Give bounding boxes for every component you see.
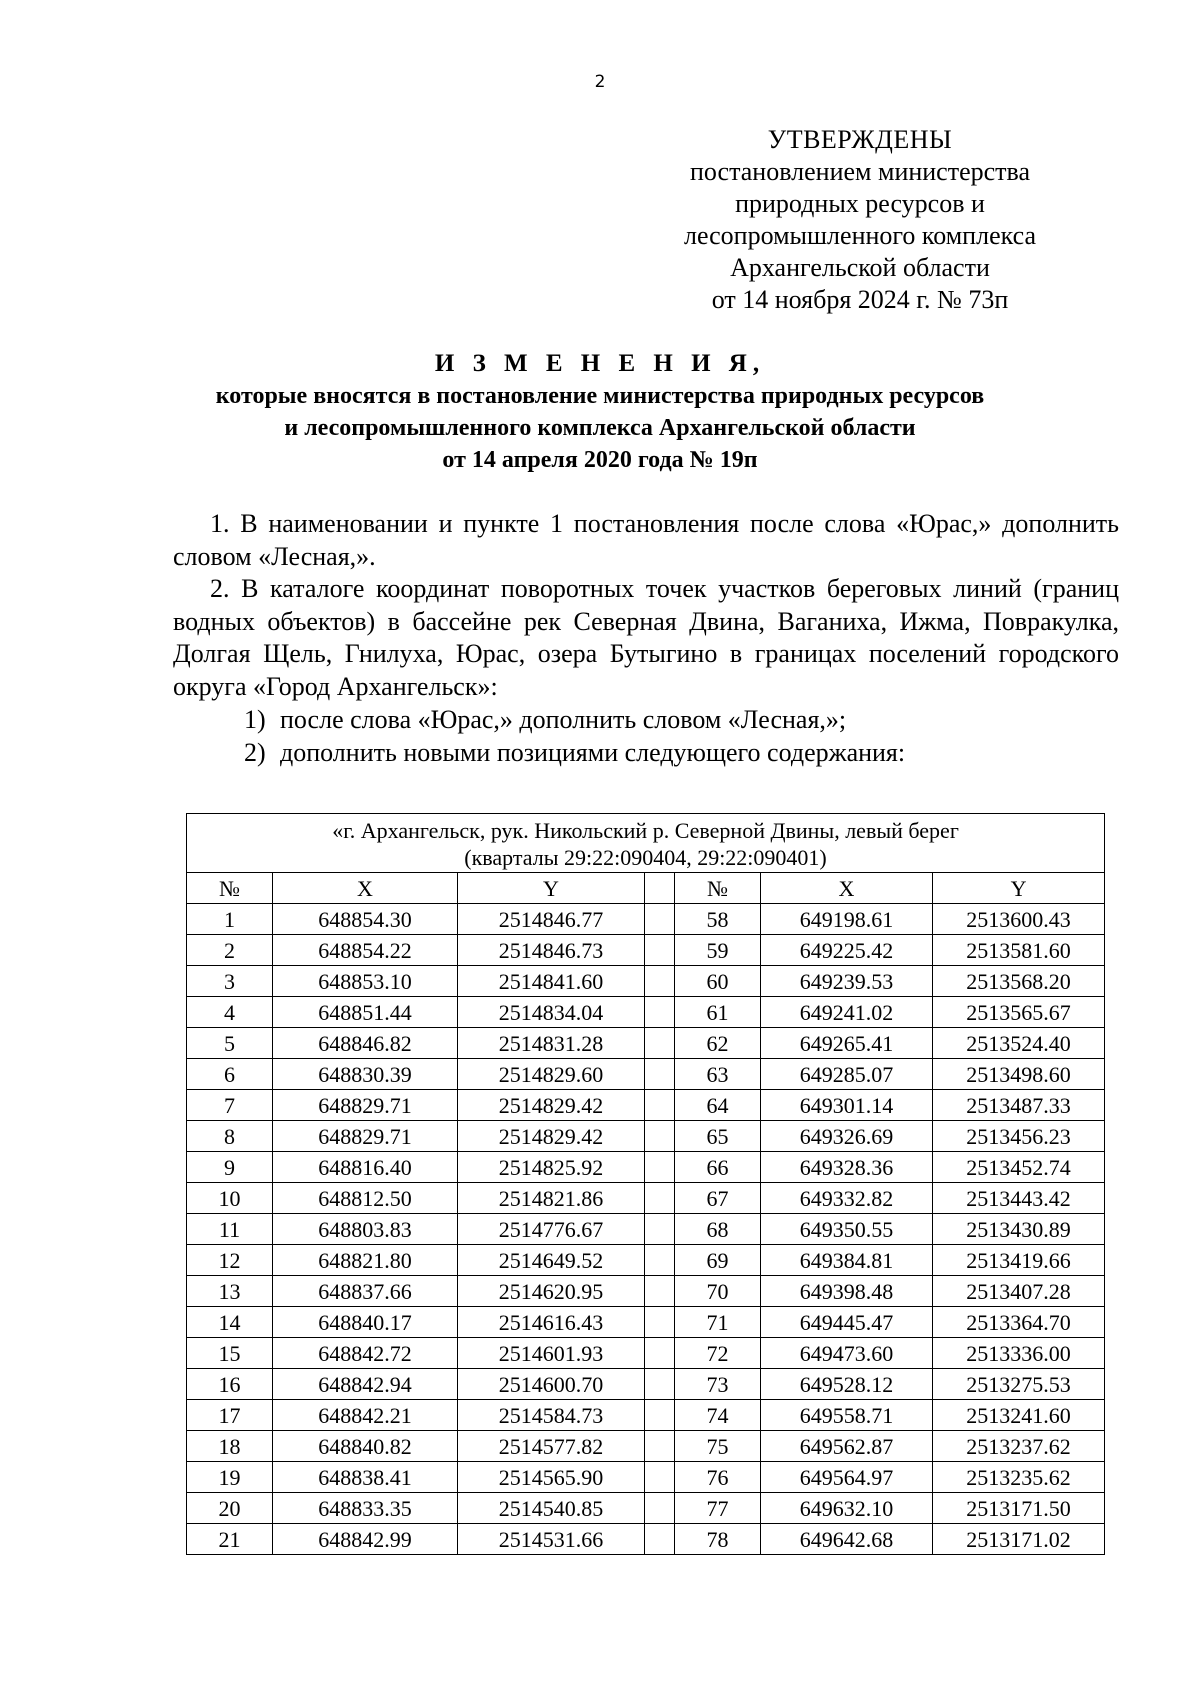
column-gap — [645, 1028, 675, 1059]
column-gap — [645, 1090, 675, 1121]
x-coordinate-cell: 649326.69 — [761, 1121, 933, 1152]
x-coordinate-cell: 649562.87 — [761, 1431, 933, 1462]
y-coordinate-cell: 2514821.86 — [458, 1183, 645, 1214]
x-coordinate-cell: 648830.39 — [273, 1059, 458, 1090]
point-number-cell: 4 — [187, 997, 273, 1028]
point-number-cell: 73 — [675, 1369, 761, 1400]
point-number-cell: 13 — [187, 1276, 273, 1307]
column-gap — [645, 873, 675, 904]
point-number-cell: 72 — [675, 1338, 761, 1369]
column-gap — [645, 1276, 675, 1307]
column-gap — [645, 1524, 675, 1555]
x-coordinate-cell: 648833.35 — [273, 1493, 458, 1524]
column-gap — [645, 1121, 675, 1152]
sub-item-number: 2) — [244, 738, 266, 767]
x-coordinate-cell: 649301.14 — [761, 1090, 933, 1121]
paragraph-2: 2. В каталоге координат поворотных точек участков береговых линий (границ водных объектов) в бассейне рек Северная Двина, Ваганиха, Ижма, Повракулка, Долгая Щель, Гнилуха, Юрас, озера Бутыгино в границах поселений городского округа «Город Архангельск»: — [173, 574, 1119, 701]
x-coordinate-cell: 648854.30 — [273, 904, 458, 935]
x-coordinate-cell: 649265.41 — [761, 1028, 933, 1059]
table-row — [187, 997, 1105, 1028]
y-coordinate-cell: 2513524.40 — [933, 1028, 1105, 1059]
y-coordinate-cell: 2514601.93 — [458, 1338, 645, 1369]
point-number-cell: 11 — [187, 1214, 273, 1245]
point-number-cell: 76 — [675, 1462, 761, 1493]
y-coordinate-cell: 2514540.85 — [458, 1493, 645, 1524]
x-coordinate-cell: 649328.36 — [761, 1152, 933, 1183]
point-number-cell: 17 — [187, 1400, 273, 1431]
x-coordinate-cell: 649564.97 — [761, 1462, 933, 1493]
y-coordinate-cell: 2513171.50 — [933, 1493, 1105, 1524]
point-number-cell: 9 — [187, 1152, 273, 1183]
table-row — [187, 1214, 1105, 1245]
y-coordinate-cell: 2514829.60 — [458, 1059, 645, 1090]
y-coordinate-cell: 2513487.33 — [933, 1090, 1105, 1121]
table-row — [187, 1152, 1105, 1183]
point-number-cell: 10 — [187, 1183, 273, 1214]
y-coordinate-cell: 2514829.42 — [458, 1090, 645, 1121]
column-header-x: X — [273, 873, 458, 904]
y-coordinate-cell: 2513171.02 — [933, 1524, 1105, 1555]
y-coordinate-cell: 2514776.67 — [458, 1214, 645, 1245]
table-row — [187, 1059, 1105, 1090]
y-coordinate-cell: 2514831.28 — [458, 1028, 645, 1059]
y-coordinate-cell: 2514841.60 — [458, 966, 645, 997]
table-row — [187, 1245, 1105, 1276]
y-coordinate-cell: 2514616.43 — [458, 1307, 645, 1338]
y-coordinate-cell: 2513407.28 — [933, 1276, 1105, 1307]
table-row — [187, 1524, 1105, 1555]
point-number-cell: 67 — [675, 1183, 761, 1214]
column-gap — [645, 1183, 675, 1214]
point-number-cell: 19 — [187, 1462, 273, 1493]
x-coordinate-cell: 648851.44 — [273, 997, 458, 1028]
point-number-cell: 14 — [187, 1307, 273, 1338]
column-gap — [645, 1400, 675, 1431]
table-row — [187, 904, 1105, 935]
y-coordinate-cell: 2513452.74 — [933, 1152, 1105, 1183]
point-number-cell: 7 — [187, 1090, 273, 1121]
x-coordinate-cell: 649350.55 — [761, 1214, 933, 1245]
y-coordinate-cell: 2513275.53 — [933, 1369, 1105, 1400]
table-row — [187, 1493, 1105, 1524]
y-coordinate-cell: 2513443.42 — [933, 1183, 1105, 1214]
sub-item-text: дополнить новыми позициями следующего содержания: — [280, 738, 906, 767]
x-coordinate-cell: 649198.61 — [761, 904, 933, 935]
column-header-num: № — [187, 873, 273, 904]
x-coordinate-cell: 648842.72 — [273, 1338, 458, 1369]
approval-date-line: от 14 ноября 2024 г. № 73п — [711, 285, 1009, 314]
paragraph-1: 1. В наименовании и пункте 1 постановления после слова «Юрас,» дополнить словом «Лесная,». — [173, 509, 1119, 571]
point-number-cell: 74 — [675, 1400, 761, 1431]
x-coordinate-cell: 649225.42 — [761, 935, 933, 966]
y-coordinate-cell: 2513237.62 — [933, 1431, 1105, 1462]
column-gap — [645, 1307, 675, 1338]
sub-item-number: 1) — [244, 705, 266, 734]
document-title — [0, 348, 1200, 476]
y-coordinate-cell: 2513419.66 — [933, 1245, 1105, 1276]
x-coordinate-cell: 649528.12 — [761, 1369, 933, 1400]
table-row — [187, 935, 1105, 966]
point-number-cell: 63 — [675, 1059, 761, 1090]
point-number-cell: 75 — [675, 1431, 761, 1462]
x-coordinate-cell: 648840.17 — [273, 1307, 458, 1338]
table-caption-line: «г. Архангельск, рук. Никольский р. Северной Двины, левый берег — [332, 818, 959, 843]
point-number-cell: 78 — [675, 1524, 761, 1555]
column-gap — [645, 997, 675, 1028]
point-number-cell: 65 — [675, 1121, 761, 1152]
column-gap — [645, 966, 675, 997]
point-number-cell: 21 — [187, 1524, 273, 1555]
y-coordinate-cell: 2514565.90 — [458, 1462, 645, 1493]
x-coordinate-cell: 649445.47 — [761, 1307, 933, 1338]
y-coordinate-cell: 2514531.66 — [458, 1524, 645, 1555]
y-coordinate-cell: 2513568.20 — [933, 966, 1105, 997]
table-caption-line: (кварталы 29:22:090404, 29:22:090401) — [464, 845, 827, 870]
table-header-row — [187, 873, 1105, 904]
x-coordinate-cell: 649241.02 — [761, 997, 933, 1028]
point-number-cell: 16 — [187, 1369, 273, 1400]
table-row — [187, 1431, 1105, 1462]
y-coordinate-cell: 2513336.00 — [933, 1338, 1105, 1369]
column-gap — [645, 935, 675, 966]
x-coordinate-cell: 648829.71 — [273, 1090, 458, 1121]
x-coordinate-cell: 648853.10 — [273, 966, 458, 997]
x-coordinate-cell: 649632.10 — [761, 1493, 933, 1524]
y-coordinate-cell: 2514834.04 — [458, 997, 645, 1028]
table-row — [187, 1183, 1105, 1214]
column-gap — [645, 1214, 675, 1245]
column-gap — [645, 1462, 675, 1493]
table-row — [187, 1338, 1105, 1369]
table-body — [187, 904, 1105, 1555]
y-coordinate-cell: 2513565.67 — [933, 997, 1105, 1028]
approved-title: УТВЕРЖДЕНЫ — [767, 125, 953, 154]
sub-item-2 — [173, 736, 1119, 769]
y-coordinate-cell: 2513498.60 — [933, 1059, 1105, 1090]
y-coordinate-cell: 2514649.52 — [458, 1245, 645, 1276]
point-number-cell: 8 — [187, 1121, 273, 1152]
column-gap — [645, 1245, 675, 1276]
y-coordinate-cell: 2513235.62 — [933, 1462, 1105, 1493]
x-coordinate-cell: 648816.40 — [273, 1152, 458, 1183]
point-number-cell: 3 — [187, 966, 273, 997]
point-number-cell: 2 — [187, 935, 273, 966]
table-caption — [187, 814, 1105, 873]
column-gap — [645, 1431, 675, 1462]
point-number-cell: 20 — [187, 1493, 273, 1524]
point-number-cell: 18 — [187, 1431, 273, 1462]
column-header-x: X — [761, 873, 933, 904]
y-coordinate-cell: 2513430.89 — [933, 1214, 1105, 1245]
x-coordinate-cell: 648842.99 — [273, 1524, 458, 1555]
point-number-cell: 59 — [675, 935, 761, 966]
x-coordinate-cell: 649398.48 — [761, 1276, 933, 1307]
y-coordinate-cell: 2513456.23 — [933, 1121, 1105, 1152]
point-number-cell: 64 — [675, 1090, 761, 1121]
point-number-cell: 77 — [675, 1493, 761, 1524]
column-header-y: Y — [458, 873, 645, 904]
x-coordinate-cell: 648812.50 — [273, 1183, 458, 1214]
page-number: 2 — [594, 72, 606, 92]
x-coordinate-cell: 649239.53 — [761, 966, 933, 997]
x-coordinate-cell: 648837.66 — [273, 1276, 458, 1307]
point-number-cell: 58 — [675, 904, 761, 935]
x-coordinate-cell: 648846.82 — [273, 1028, 458, 1059]
y-coordinate-cell: 2514600.70 — [458, 1369, 645, 1400]
table-row — [187, 1090, 1105, 1121]
x-coordinate-cell: 648803.83 — [273, 1214, 458, 1245]
approval-line: Архангельской области — [730, 253, 990, 282]
x-coordinate-cell: 648842.94 — [273, 1369, 458, 1400]
approval-line: постановлением министерства — [689, 157, 1031, 186]
table-row — [187, 1462, 1105, 1493]
table-row — [187, 1028, 1105, 1059]
column-header-y: Y — [933, 873, 1105, 904]
x-coordinate-cell: 649285.07 — [761, 1059, 933, 1090]
document-body — [173, 508, 1119, 769]
x-coordinate-cell: 649473.60 — [761, 1338, 933, 1369]
x-coordinate-cell: 648829.71 — [273, 1121, 458, 1152]
x-coordinate-cell: 649384.81 — [761, 1245, 933, 1276]
y-coordinate-cell: 2514577.82 — [458, 1431, 645, 1462]
point-number-cell: 6 — [187, 1059, 273, 1090]
table-row — [187, 1400, 1105, 1431]
x-coordinate-cell: 648821.80 — [273, 1245, 458, 1276]
x-coordinate-cell: 649642.68 — [761, 1524, 933, 1555]
point-number-cell: 12 — [187, 1245, 273, 1276]
y-coordinate-cell: 2514584.73 — [458, 1400, 645, 1431]
document-subtitle-line: и лесопромышленного комплекса Архангельской области — [284, 415, 916, 441]
y-coordinate-cell: 2514846.77 — [458, 904, 645, 935]
approval-line: лесопромышленного комплекса — [683, 221, 1036, 250]
y-coordinate-cell: 2513364.70 — [933, 1307, 1105, 1338]
table-row — [187, 1121, 1105, 1152]
x-coordinate-cell: 648842.21 — [273, 1400, 458, 1431]
point-number-cell: 69 — [675, 1245, 761, 1276]
point-number-cell: 61 — [675, 997, 761, 1028]
column-gap — [645, 904, 675, 935]
column-gap — [645, 1059, 675, 1090]
document-subtitle-line: которые вносятся в постановление министерства природных ресурсов — [215, 383, 985, 409]
y-coordinate-cell: 2513600.43 — [933, 904, 1105, 935]
approval-stamp — [640, 124, 1080, 316]
column-gap — [645, 1493, 675, 1524]
y-coordinate-cell: 2513241.60 — [933, 1400, 1105, 1431]
table-row — [187, 1307, 1105, 1338]
column-gap — [645, 1338, 675, 1369]
y-coordinate-cell: 2514620.95 — [458, 1276, 645, 1307]
x-coordinate-cell: 648854.22 — [273, 935, 458, 966]
point-number-cell: 70 — [675, 1276, 761, 1307]
x-coordinate-cell: 648838.41 — [273, 1462, 458, 1493]
table-row — [187, 1276, 1105, 1307]
point-number-cell: 71 — [675, 1307, 761, 1338]
point-number-cell: 15 — [187, 1338, 273, 1369]
y-coordinate-cell: 2514825.92 — [458, 1152, 645, 1183]
approval-line: природных ресурсов и — [735, 189, 985, 218]
y-coordinate-cell: 2513581.60 — [933, 935, 1105, 966]
sub-item-text: после слова «Юрас,» дополнить словом «Лесная,»; — [280, 705, 847, 734]
y-coordinate-cell: 2514846.73 — [458, 935, 645, 966]
column-gap — [645, 1369, 675, 1400]
document-heading: И З М Е Н Е Н И Я, — [434, 350, 766, 377]
y-coordinate-cell: 2514829.42 — [458, 1121, 645, 1152]
point-number-cell: 5 — [187, 1028, 273, 1059]
sub-item-1 — [173, 703, 1119, 736]
document-subtitle-line: от 14 апреля 2020 года № 19п — [442, 447, 758, 473]
column-gap — [645, 1152, 675, 1183]
table-row — [187, 1369, 1105, 1400]
x-coordinate-cell: 648840.82 — [273, 1431, 458, 1462]
point-number-cell: 1 — [187, 904, 273, 935]
point-number-cell: 66 — [675, 1152, 761, 1183]
column-header-num: № — [675, 873, 761, 904]
point-number-cell: 60 — [675, 966, 761, 997]
x-coordinate-cell: 649332.82 — [761, 1183, 933, 1214]
table-row — [187, 966, 1105, 997]
x-coordinate-cell: 649558.71 — [761, 1400, 933, 1431]
point-number-cell: 62 — [675, 1028, 761, 1059]
point-number-cell: 68 — [675, 1214, 761, 1245]
coordinates-table — [186, 813, 1105, 1555]
